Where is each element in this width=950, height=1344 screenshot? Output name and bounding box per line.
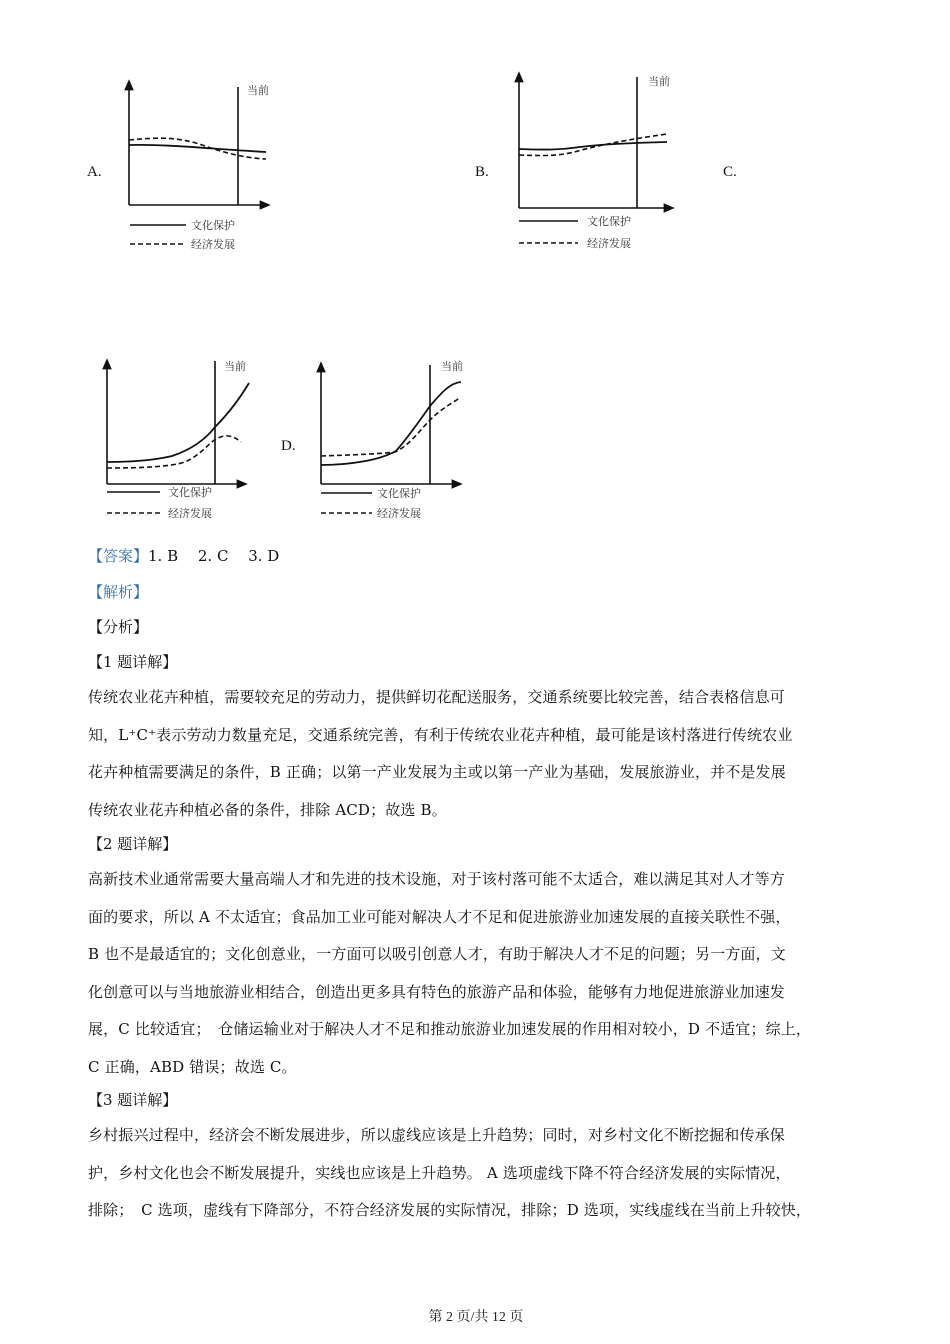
q3-line: 乡村振兴过程中，经济会不断发展进步，所以虚线应该是上升趋势；同时，对乡村文化不断挖掘和传承保 [88, 1126, 785, 1144]
q2-line: 高新技术业通常需要大量高端人才和先进的技术设施，对于该村落可能不太适合，难以满足其对人才等方 [88, 870, 785, 888]
q1-line: 传统农业花卉种植，需要较充足的劳动力，提供鲜切花配送服务，交通系统要比较完善，结合表格信息可 [88, 688, 785, 706]
option-b-label: B. [475, 164, 489, 180]
answer-label: 【答案】 [88, 547, 149, 565]
option-charts [0, 0, 950, 540]
q1-line: 花卉种植需要满足的条件，B 正确；以第一产业发展为主或以第一产业为基础，发展旅游业，并不是发展 [88, 763, 786, 781]
q2-line: 面的要求，所以 A 不太适宜；食品加工业可能对解决人才不足和促进旅游业加速发展的直接关联性不强， [88, 907, 791, 926]
page-number: 第 2 页/共 12 页 [428, 1310, 524, 1325]
q2-title: 【2 题详解】 [88, 835, 178, 853]
q1-paragraph [88, 687, 878, 837]
q3-title: 【3 题详解】 [88, 1091, 178, 1109]
q3-line: 排除； C 选项，虚线有下降部分，不符合经济发展的实际情况，排除；D 选项，实线虚线在当前上升较快， [88, 1201, 812, 1219]
answer-line [88, 546, 279, 566]
chart-d [321, 359, 463, 520]
chart-a [129, 83, 269, 251]
analysis-label: 【解析】 [88, 583, 149, 601]
q2-paragraph [88, 869, 878, 1094]
legend-solid-label: 文化保护 [587, 215, 631, 228]
fenxi-label: 【分析】 [88, 618, 149, 636]
current-label: 当前 [441, 360, 463, 373]
legend-dashed-label: 经济发展 [191, 238, 235, 251]
answer-text: 1. B 2. C 3. D [148, 547, 280, 565]
legend-solid-label: 文化保护 [168, 486, 212, 499]
legend-dashed-label: 经济发展 [587, 237, 631, 250]
current-label: 当前 [224, 360, 246, 373]
q2-line: 展，C 比较适宜； 仓储运输业对于解决人才不足和推动旅游业加速发展的作用相对较小，D 不适宜；综上， [88, 1020, 812, 1038]
legend-dashed-label: 经济发展 [168, 507, 212, 520]
q2-line: C 正确，ABD 错误；故选 C。 [88, 1057, 297, 1076]
page-footer [0, 1306, 950, 1326]
current-label: 当前 [247, 84, 269, 97]
legend-solid-label: 文化保护 [377, 487, 421, 500]
chart-b [519, 74, 670, 250]
legend-solid-label: 文化保护 [191, 219, 235, 232]
current-label: 当前 [648, 75, 670, 88]
option-d-label: D. [281, 438, 296, 454]
option-a-label: A. [87, 164, 102, 180]
legend-dashed-label: 经济发展 [377, 507, 421, 520]
q1-line: 知，L⁺C⁺表示劳动力数量充足，交通系统完善，有利于传统农业花卉种植，最可能是该村落进行传统农业 [88, 725, 793, 744]
q3-paragraph [88, 1125, 878, 1238]
q3-line: 护，乡村文化也会不断发展提升，实线也应该是上升趋势。 A 选项虚线下降不符合经济发展的实际情况， [88, 1163, 791, 1182]
q2-line: B 也不是最适宜的；文化创意业，一方面可以吸引创意人才，有助于解决人才不足的问题；另一方面，文 [88, 945, 786, 963]
chart-c [107, 359, 249, 520]
q2-line: 化创意可以与当地旅游业相结合，创造出更多具有特色的旅游产品和体验，能够有力地促进旅游业加速发 [88, 982, 785, 1001]
q1-line: 传统农业花卉种植必备的条件，排除 ACD；故选 B。 [88, 800, 447, 819]
q1-title: 【1 题详解】 [88, 653, 178, 671]
option-c-label: C. [723, 164, 737, 180]
